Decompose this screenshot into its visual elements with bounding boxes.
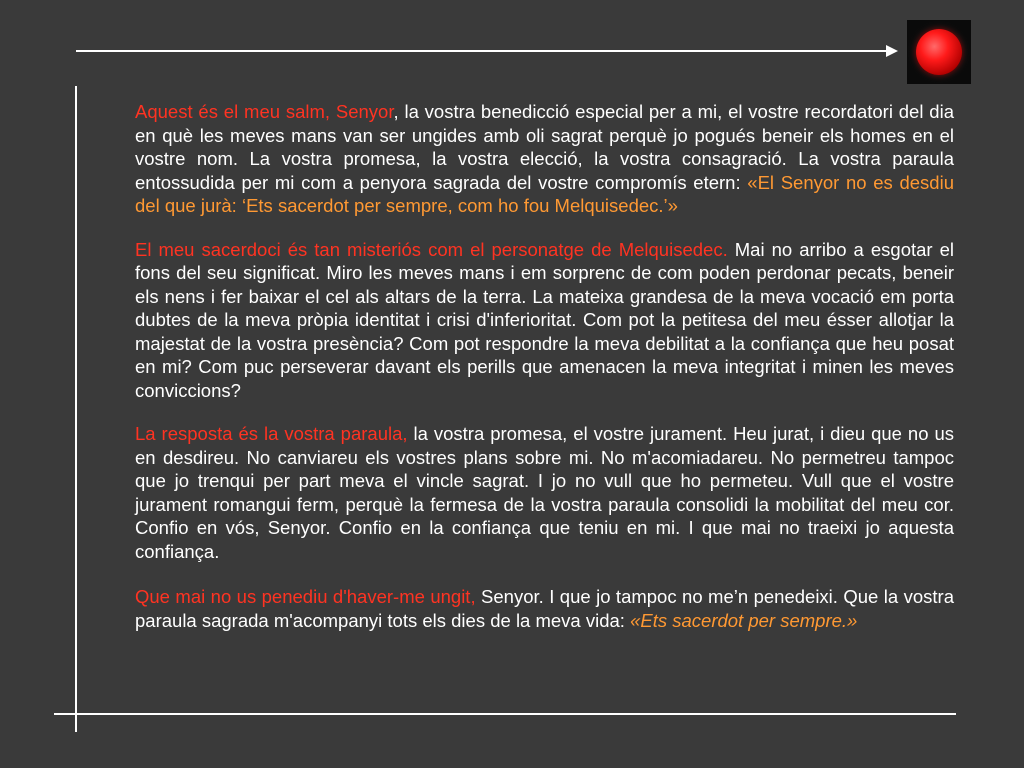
paragraph-3: [135, 422, 954, 563]
logo: [907, 20, 971, 84]
paragraph-2-lead: El meu sacerdoci és tan misteriós com el personatge de Melquisedec.: [135, 238, 728, 260]
paragraph-3-lead: La resposta és la vostra paraula,: [135, 423, 408, 444]
paragraph-2-body: Mai no arribo a esgotar el fons del seu significat. Miro les meves mans i em sorprenc de com poden perdonar pecats, beneir els nens i fer baixar el cel als altars de la terra. La mateixa grandesa de la meva vocació em porta dubtes de la meva pròpia identitat i crisi d'inferioritat. Com pot la petitesa del meu ésser allotjar la majestat de la vostra presència? Com pot respondre la meva debilitat a la confiança que heu posat en mi? Com puc perseverar davant els perills que amenacen la meva integritat i minen les meves conviccions?: [135, 238, 954, 401]
paragraph-4-body: Senyor. I que jo tampoc no me’n penedeixi. Que la vostra paraula sagrada m'acompanyi tots els dies de la meva vida:: [135, 586, 954, 631]
paragraph-1-body: , la vostra benedicció especial per a mi, el vostre recordatori del dia en què les meves mans van ser ungides amb oli sagrat perquè jo pogués beneir els homes en el vostre nom. La vostra promesa, la vostra elecció, la vostra consagració. La vostra paraula entossudida per mi com a penyora sagrada del vostre compromís etern:: [135, 101, 954, 193]
paragraph-1-lead: Aquest és el meu salm, Senyor: [135, 101, 394, 122]
paragraph-1-quote: «El Senyor no es desdiu del que jurà: ‘Ets sacerdot per sempre, com ho fou Melquisedec.’»: [135, 171, 954, 216]
paragraph-4-lead: Que mai no us penediu d'haver-me ungit,: [135, 586, 476, 607]
paragraph-4-quote: «Ets sacerdot per sempre.»: [630, 609, 858, 631]
text-content: [135, 100, 954, 652]
top-divider-line: [76, 50, 888, 52]
paragraph-1: [135, 100, 954, 218]
paragraph-3-body: la vostra promesa, el vostre jurament. Heu jurat, i dieu que no us en desdireu. No canviareu els vostres plans sobre mi. No m'acomiadareu. No permetreu tampoc que jo trenqui per part meva el vincle sagrat. I jo no vull que ho permeteu. Vull que el vostre jurament romangui ferm, perquè la fermesa de la vostra paraula consolidi la mobilitat del meu cor. Confio en vós, Senyor. Confio en la confiança que teniu en mi. I que mai no traeixi jo aquesta confiança.: [135, 423, 954, 562]
paragraph-2: [135, 238, 954, 403]
bottom-divider-line: [54, 713, 956, 715]
arrow-right-icon: [886, 45, 898, 57]
paragraph-4: [135, 585, 954, 632]
left-vertical-line: [75, 86, 77, 732]
red-circle-icon: [916, 29, 962, 75]
